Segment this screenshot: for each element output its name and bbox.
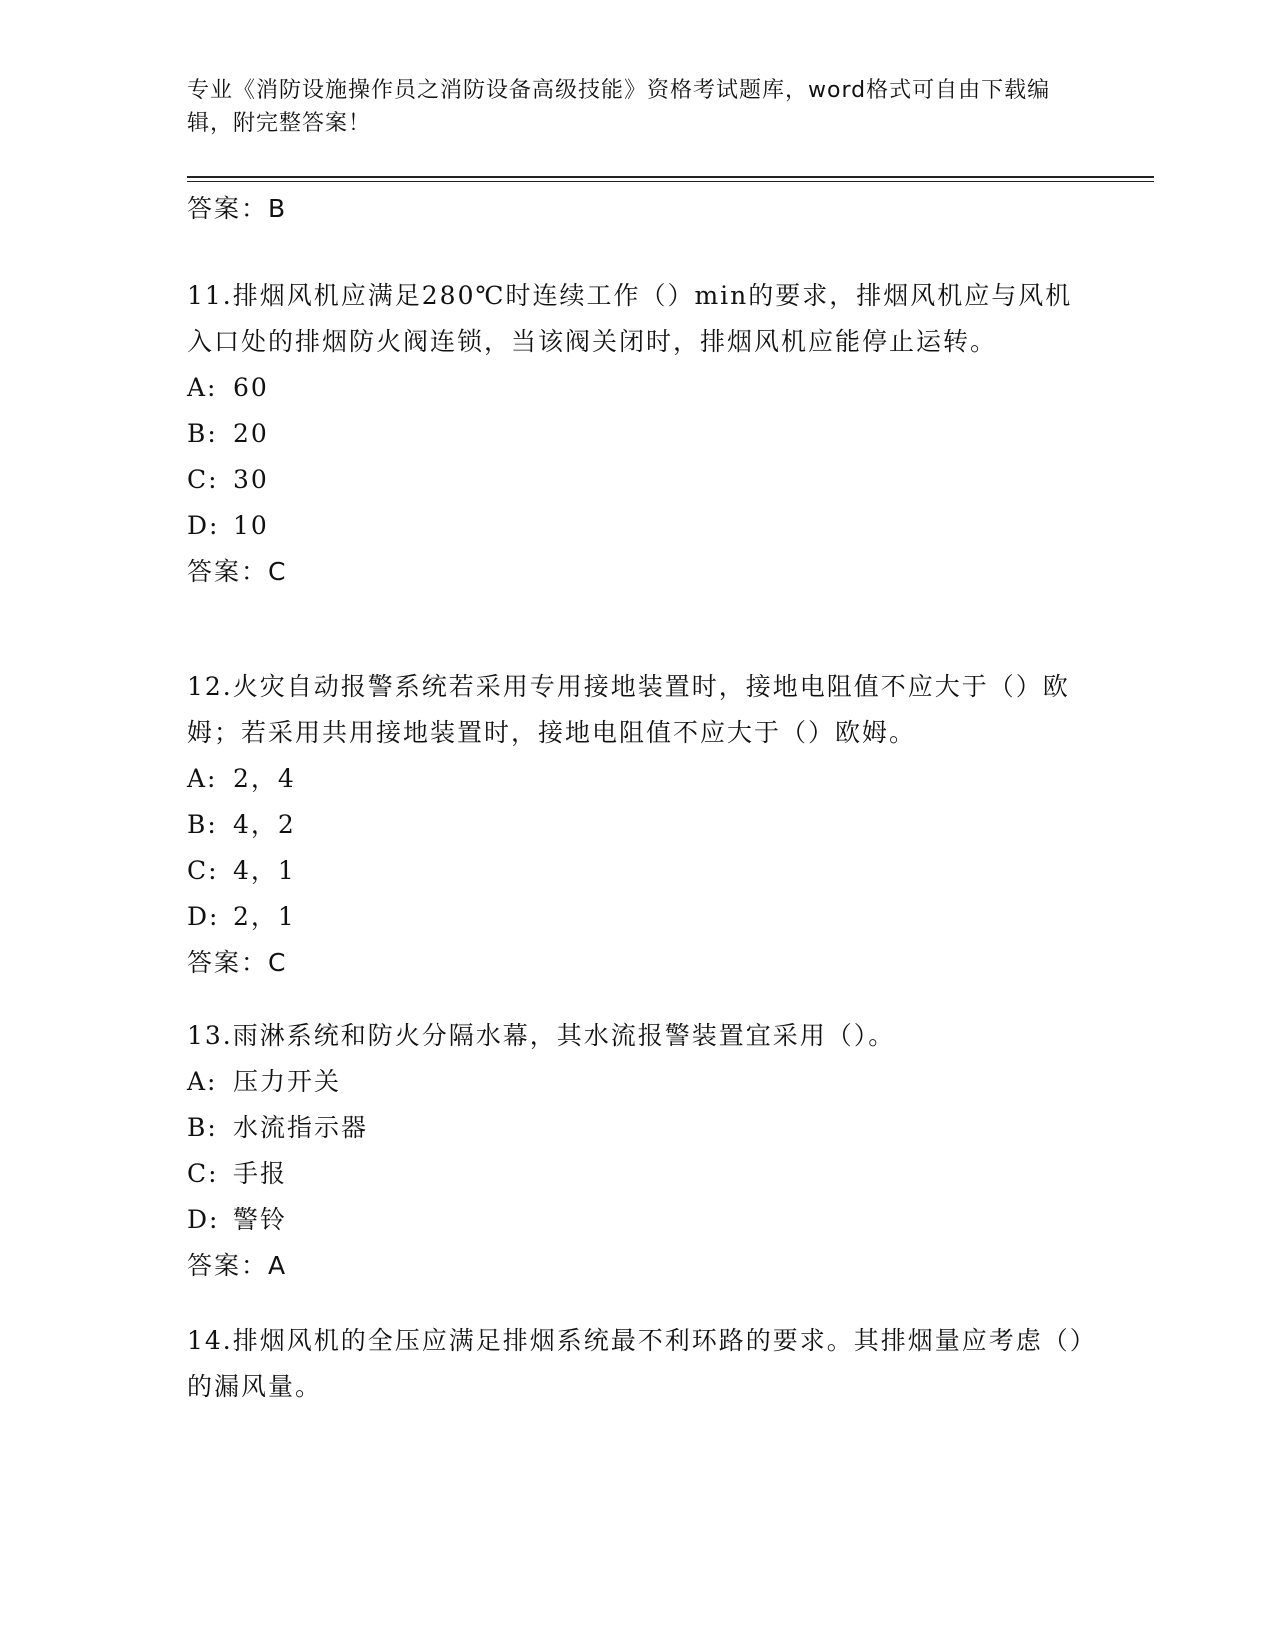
option-a: A: 压力开关 (187, 1067, 342, 1096)
option-c: C: 4，1 (187, 856, 296, 885)
option-d: D: 10 (187, 511, 269, 540)
previous-answer-block (187, 186, 1087, 232)
option-b: B: 4，2 (187, 810, 296, 839)
question-11 (187, 273, 1087, 595)
question-14 (187, 1318, 1087, 1410)
question-text: 14.排烟风机的全压应满足排烟系统最不利环路的要求。其排烟量应考虑（）的漏风量。 (187, 1326, 1085, 1401)
question-text: 12.火灾自动报警系统若采用专用接地装置时，接地电阻值不应大于（）欧姆；若采用共用接地装置时，接地电阻值不应大于（）欧姆。 (187, 672, 1070, 747)
answer-label: 答案：A (187, 1251, 288, 1280)
option-b: B: 水流指示器 (187, 1113, 369, 1142)
answer-label: 答案：C (187, 557, 288, 586)
question-12 (187, 664, 1087, 986)
header-divider-thin (187, 181, 1154, 182)
question-13 (187, 1013, 1087, 1289)
answer-label: 答案：B (187, 194, 288, 223)
option-b: B: 20 (187, 419, 269, 448)
header-divider-thick (187, 176, 1154, 178)
question-text: 11.排烟风机应满足280℃时连续工作（）min的要求，排烟风机应与风机入口处的排烟防火阀连锁，当该阀关闭时，排烟风机应能停止运转。 (187, 281, 1073, 356)
option-a: A: 60 (187, 373, 269, 402)
answer-label: 答案：C (187, 948, 288, 977)
option-c: C: 手报 (187, 1159, 288, 1188)
question-text: 13.雨淋系统和防火分隔水幕，其水流报警装置宜采用（）。 (187, 1021, 896, 1050)
option-d: D: 2，1 (187, 902, 296, 931)
option-a: A: 2，4 (187, 764, 296, 793)
option-d: D: 警铃 (187, 1205, 288, 1234)
option-c: C: 30 (187, 465, 269, 494)
header-note: 专业《消防设施操作员之消防设备高级技能》资格考试题库，word格式可自由下载编辑，附完整答案！ (187, 78, 1051, 136)
